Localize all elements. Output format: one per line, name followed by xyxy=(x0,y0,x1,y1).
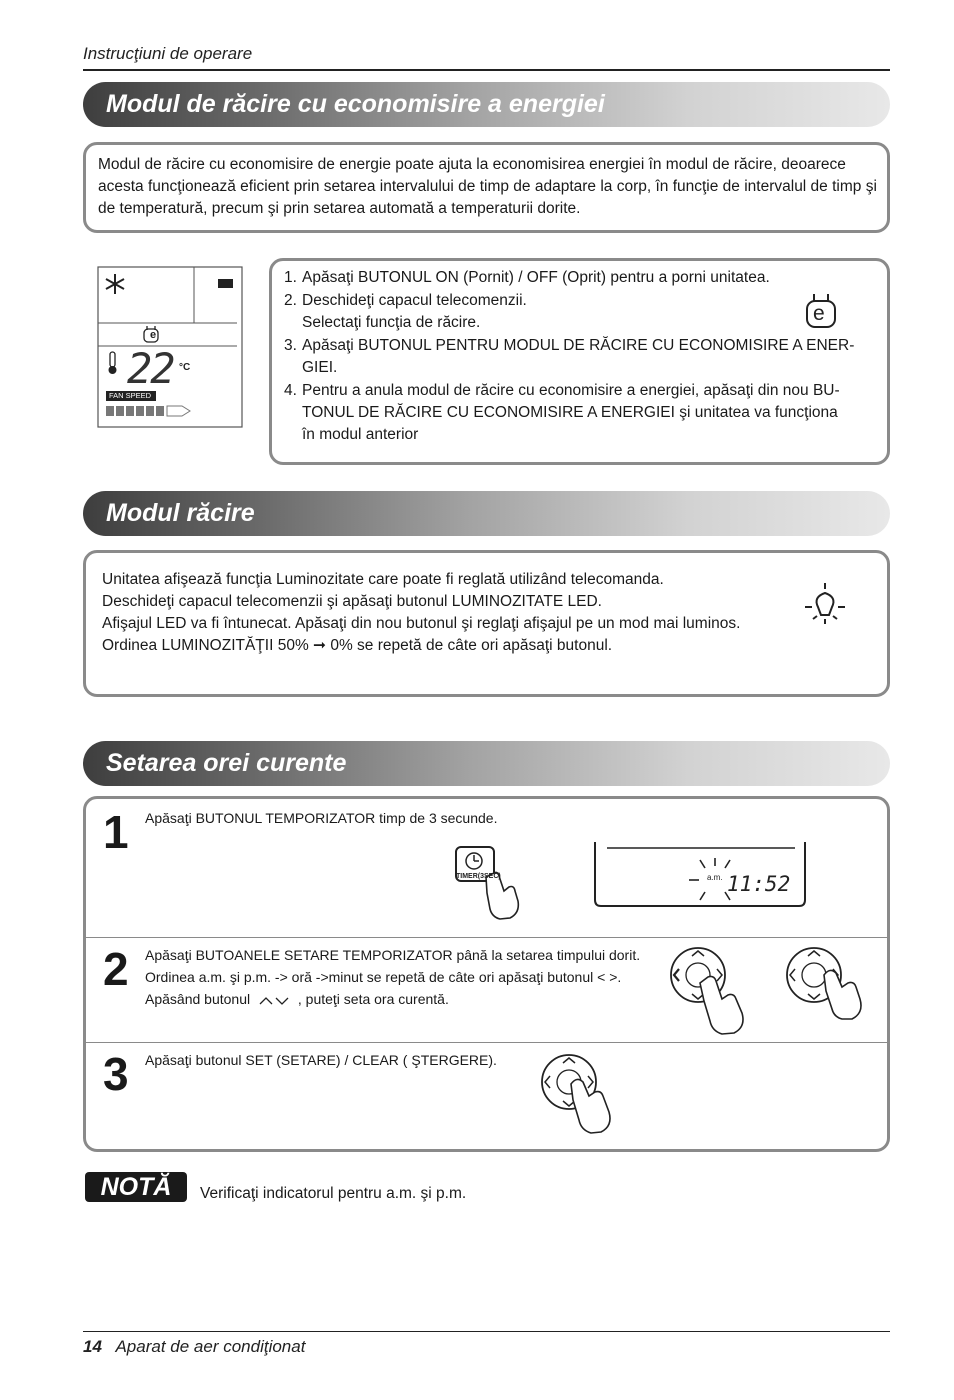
section-cool-band xyxy=(83,491,890,536)
page-number: 14 xyxy=(83,1337,102,1356)
eco-steps-box xyxy=(269,258,890,465)
time-step-1-text: Apăsaţi BUTONUL TEMPORIZATOR timp de 3 secunde. xyxy=(145,810,498,826)
display-time: 11:52 xyxy=(727,872,791,896)
step-text: TONUL DE RĂCIRE CU ECONOMISIRE A ENERGIEI şi unitatea va funcţiona xyxy=(302,404,838,421)
time-steps-box xyxy=(83,796,890,1152)
eco-step-1 xyxy=(284,267,884,289)
time-display-illustration xyxy=(593,840,809,910)
step-line: Apăsaţi BUTOANELE SETARE TEMPORIZATOR până la setarea timpului dorit. xyxy=(145,947,641,963)
dpad-illustration-right xyxy=(786,947,882,1037)
cool-line: Unitatea afişează funcţia Luminozitate care poate fi reglată utilizând telecomanda. xyxy=(102,571,664,588)
step-text: în modul anterior xyxy=(302,426,419,443)
cool-text xyxy=(102,569,792,657)
step-text: Selectaţi funcţia de răcire. xyxy=(302,314,481,331)
step-text: Deschideţi capacul telecomenzii. xyxy=(302,292,527,309)
running-header: Instrucţiuni de operare xyxy=(83,44,253,63)
step-divider xyxy=(86,937,887,938)
step-text: Apăsaţi BUTONUL PENTRU MODUL DE RĂCIRE CU ECONOMISIRE A ENER- xyxy=(302,337,855,354)
cool-box xyxy=(83,550,890,697)
step-number: 3. xyxy=(284,337,297,354)
up-down-arrows-icon xyxy=(256,994,292,1006)
step-number: 1. xyxy=(284,269,297,286)
eco-intro-box xyxy=(83,142,890,233)
step-divider xyxy=(86,1042,887,1043)
fan-speed-label: FAN SPEED xyxy=(109,391,152,400)
cool-line: Afişajul LED va fi întunecat. Apăsaţi din nou butonul şi reglaţi afişajul pe un mod mai luminos. xyxy=(102,615,741,632)
step-text: GIEI. xyxy=(302,359,338,376)
bulb-icon xyxy=(801,583,849,631)
section-cool-title: Modul răcire xyxy=(106,499,255,527)
step-line xyxy=(145,988,640,1010)
section-eco-title: Modul de răcire cu economisire a energiei xyxy=(106,90,605,118)
time-step-3-text: Apăsaţi butonul SET (SETARE) / CLEAR ( ŞTERGERE). xyxy=(145,1052,497,1068)
step-text: Apăsaţi BUTONUL ON (Pornit) / OFF (Oprit) pentru a porni unitatea. xyxy=(302,269,770,286)
step-line: Ordinea a.m. şi p.m. -> oră ->minut se repetă de câte ori apăsaţi butonul < >. xyxy=(145,969,622,985)
eco-intro-text: Modul de răcire cu economisire de energie poate ajuta la economisirea energiei în modul de răcire, deoarece acesta funcţionează eficient prin setarea intervalului de timp de adaptare la corp, în funcţie de intervalul de timp şi de temperatură, precum şi prin setarea automată a temperaturii dorite. xyxy=(98,156,877,217)
header-rule xyxy=(83,69,890,71)
dpad-illustration-set xyxy=(541,1054,637,1144)
timer-button-illustration xyxy=(454,845,526,921)
eco-step-3 xyxy=(284,335,884,379)
display-unit: °C xyxy=(179,362,191,373)
step-number: 2. xyxy=(284,292,297,309)
cool-line: Ordinea LUMINOZITĂŢII 50% ➞ 0% se repetă de câte ori apăsaţi butonul. xyxy=(102,637,613,654)
timer-button-label: TIMER(3SEC) xyxy=(456,873,501,880)
eco-step-2 xyxy=(284,290,884,334)
step-text: Pentru a anula modul de răcire cu economisire a energiei, apăsaţi din nou BU- xyxy=(302,382,840,399)
note-text: Verificaţi indicatorul pentru a.m. şi p.m. xyxy=(200,1185,467,1202)
note-badge: NOTĂ xyxy=(85,1172,187,1202)
footer xyxy=(83,1337,305,1357)
step-line-part: Apăsând butonul xyxy=(145,991,251,1007)
eco-button-icon xyxy=(804,293,840,329)
step-line-part: , puteţi seta ora curentă. xyxy=(297,991,449,1007)
section-eco-band xyxy=(83,82,890,127)
step-number: 4. xyxy=(284,382,297,399)
cool-line: Deschideţi capacul telecomenzii şi apăsaţi butonul LUMINOZITATE LED. xyxy=(102,593,602,610)
eco-steps-list xyxy=(284,267,884,447)
eco-button-glyph: e xyxy=(813,302,825,325)
time-step-2-text xyxy=(145,944,640,1010)
eco-mode-glyph: e xyxy=(150,329,157,341)
display-ampm: a.m. xyxy=(707,873,723,882)
time-step-1-number: 1 xyxy=(103,806,129,858)
footer-rule xyxy=(83,1331,890,1332)
display-temperature: 22 xyxy=(127,344,174,393)
time-step-2-number: 2 xyxy=(103,943,129,995)
footer-title: Aparat de aer condiţionat xyxy=(115,1337,306,1356)
section-time-title: Setarea orei curente xyxy=(106,749,347,777)
time-step-3-number: 3 xyxy=(103,1048,129,1100)
section-time-band xyxy=(83,741,890,786)
remote-display-illustration xyxy=(97,266,243,428)
dpad-illustration-left xyxy=(670,947,766,1037)
eco-step-4 xyxy=(284,380,884,446)
